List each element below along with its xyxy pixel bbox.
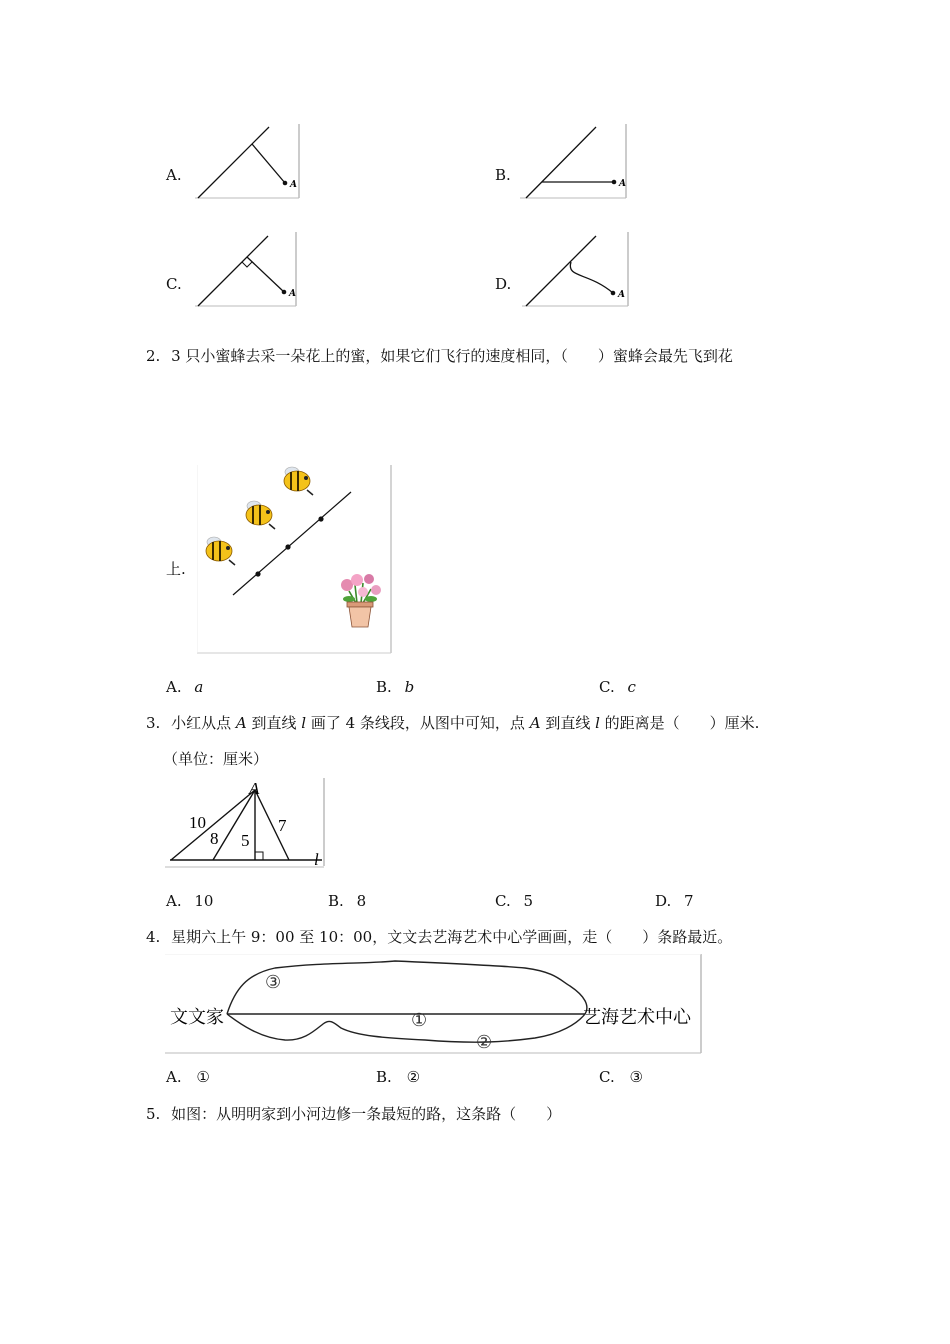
- q4-text: 星期六上午 9：00 至 10：00，文文去艺海艺术中心学画画，走（ ）条路最近。: [171, 928, 733, 946]
- svg-text:l: l: [314, 850, 319, 869]
- q3-line-l: l: [301, 714, 307, 732]
- q3-text-part: 到直线: [540, 714, 596, 732]
- q3-text-part: 的距离是（ ）厘米.: [599, 714, 760, 732]
- bee-icon-a: [206, 537, 235, 565]
- q2-option-b-label: B.: [376, 678, 392, 696]
- svg-text:A: A: [290, 180, 297, 190]
- q3-option-d-value: 7: [684, 892, 694, 910]
- q3-point-a: A: [235, 714, 247, 732]
- q1-option-a-label: A.: [166, 166, 182, 184]
- q1-option-a-figure: [195, 124, 305, 202]
- q5-stem: [146, 1103, 561, 1124]
- q1-option-c-figure: [195, 232, 305, 310]
- q4-number: 4.: [146, 928, 161, 946]
- q2-option-a-label: A.: [166, 678, 182, 696]
- q3-option-c-label: C.: [495, 892, 511, 910]
- bee-icon-b: [246, 501, 275, 529]
- q4-option-a-value: ①: [196, 1068, 210, 1086]
- q3-point-a: A: [529, 714, 541, 732]
- svg-text:A: A: [619, 179, 626, 189]
- q3-line-l: l: [595, 714, 600, 732]
- svg-text:7: 7: [278, 816, 287, 835]
- q1-option-d-label: D.: [495, 275, 512, 293]
- svg-text:A: A: [249, 779, 260, 798]
- q2-option-b-value: b: [404, 678, 415, 696]
- bee-icon-c: [284, 467, 313, 495]
- q5-text: 如图：从明明家到小河边修一条最短的路，这条路（ ）: [171, 1105, 562, 1123]
- svg-text:8: 8: [210, 829, 219, 848]
- q2-option-a[interactable]: [166, 678, 203, 696]
- q4-option-c-value: ③: [629, 1068, 643, 1086]
- q3-option-a-label: A.: [166, 892, 182, 910]
- q3-option-b[interactable]: [328, 892, 366, 910]
- svg-text:①: ①: [411, 1010, 428, 1031]
- q3-option-d-label: D.: [655, 892, 672, 910]
- q1-option-b-figure: [520, 124, 630, 202]
- svg-text:艺海艺术中心: 艺海艺术中心: [583, 1007, 691, 1028]
- q2-number: 2.: [146, 347, 161, 365]
- q3-option-c-value: 5: [523, 892, 534, 910]
- q3-triangle-figure: [165, 776, 327, 871]
- q4-routes-figure: [165, 954, 705, 1056]
- q3-option-b-label: B.: [328, 892, 344, 910]
- q2-continuation: 上.: [166, 560, 186, 578]
- svg-text:5: 5: [241, 831, 250, 850]
- q4-option-a[interactable]: [166, 1068, 210, 1086]
- q3-option-a[interactable]: [166, 892, 213, 910]
- q2-option-c-value: c: [627, 678, 636, 696]
- q3-text-part: 到直线: [246, 714, 302, 732]
- q3-text-part: 画了 4 条线段，从图中可知，点: [306, 714, 530, 732]
- q4-option-b[interactable]: [376, 1068, 420, 1086]
- q3-option-a-value: 10: [194, 892, 214, 910]
- q3-option-d[interactable]: [655, 892, 694, 910]
- q2-option-c[interactable]: [599, 678, 636, 696]
- q3-option-b-value: 8: [356, 892, 367, 910]
- q4-option-c[interactable]: [599, 1068, 643, 1086]
- q4-stem: [146, 926, 732, 947]
- svg-text:②: ②: [476, 1032, 493, 1053]
- svg-text:③: ③: [265, 972, 282, 993]
- q2-option-a-value: a: [194, 678, 204, 696]
- q5-number: 5.: [146, 1105, 161, 1123]
- svg-text:10: 10: [189, 813, 206, 832]
- q3-unit-note: （单位：厘米）: [163, 750, 269, 768]
- svg-text:A: A: [618, 290, 625, 300]
- q4-option-c-label: C.: [599, 1068, 615, 1086]
- q1-option-b-label: B.: [495, 166, 511, 184]
- q2-stem: [146, 345, 733, 366]
- q2-option-c-label: C.: [599, 678, 615, 696]
- q4-option-a-label: A.: [166, 1068, 182, 1086]
- q1-option-d-figure: [522, 232, 632, 310]
- q4-option-b-value: ②: [406, 1068, 421, 1086]
- svg-text:文文家: 文文家: [170, 1007, 224, 1028]
- q2-text: 3 只小蜜蜂去采一朵花上的蜜，如果它们飞行的速度相同，（ ）蜜蜂会最先飞到花: [171, 347, 733, 365]
- flower-pot-icon: [341, 574, 381, 627]
- q1-option-c-label: C.: [166, 275, 182, 293]
- q3-stem: [146, 712, 759, 733]
- q2-option-b[interactable]: [376, 678, 414, 696]
- q3-text-part: 小红从点: [171, 714, 236, 732]
- q2-bees-figure: [197, 465, 395, 655]
- q3-number: 3.: [146, 714, 161, 732]
- q3-option-c[interactable]: [495, 892, 533, 910]
- q4-option-b-label: B.: [376, 1068, 392, 1086]
- svg-text:A: A: [289, 289, 296, 299]
